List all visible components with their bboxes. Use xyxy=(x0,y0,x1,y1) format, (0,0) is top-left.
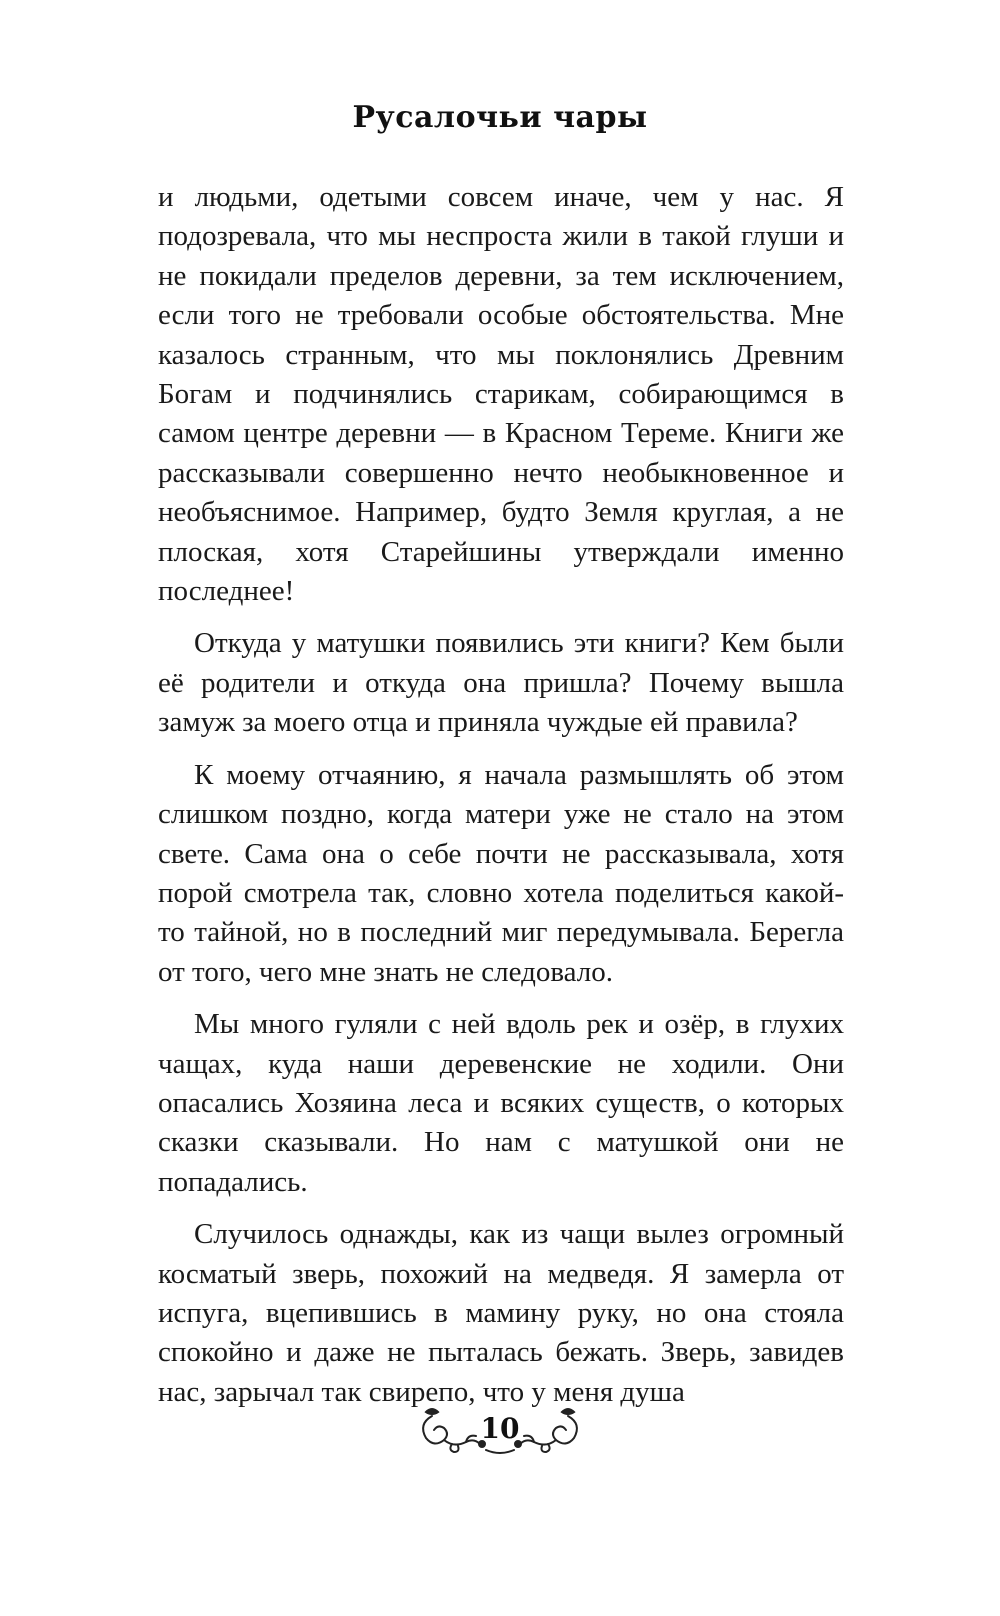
running-title: Русалочьи чары xyxy=(352,100,648,135)
body-text xyxy=(158,178,844,1425)
paragraph-1: и людьми, одетыми совсем иначе, чем у нас. Я подозревала, что мы неспроста жили в такой глуши и не покидали пределов деревни, за тем исключением, если того не требовали особые обстоятельства. Мне казалось странным, что мы поклонялись Древним Богам и подчинялись старикам, собирающимся в самом центре деревни — в Красном Тереме. Книги же рассказывали совершенно нечто необыкновенное и необъяснимое. Например, будто Земля круглая, а не плоская, хотя Старейшины утверждали именно последнее! xyxy=(158,181,844,608)
page-footer xyxy=(0,1412,1000,1445)
paragraph-5: Случилось однажды, как из чащи вылез огромный косматый зверь, похожий на медведя. Я замерла от испуга, вцепившись в мамину руку, но она стояла спокойно и даже не пыталась бежать. Зверь, завидев нас, зарычал так свирепо, что у меня душа xyxy=(158,1218,844,1408)
paragraph-2: Откуда у матушки появились эти книги? Кем были её родители и откуда она пришла? Почему вышла замуж за моего отца и приняла чуждые ей правила? xyxy=(158,627,844,739)
paragraph-4: Мы много гуляли с ней вдоль рек и озёр, в глухих чащах, куда наши деревенские не ходили. Они опасались Хозяина леса и всяких существ, о которых сказки сказывали. Но нам с матушкой они не попадались. xyxy=(158,1008,844,1198)
page-number: 10 xyxy=(480,1412,520,1445)
paragraph-3: К моему отчаянию, я начала размышлять об этом слишком поздно, когда матери уже не стало на этом свете. Сама она о себе почти не рассказывала, хотя порой смотрела так, словно хотела поделиться какой-то тайной, но в последний миг передумывала. Берегла от того, чего мне знать не следовало. xyxy=(158,758,844,988)
